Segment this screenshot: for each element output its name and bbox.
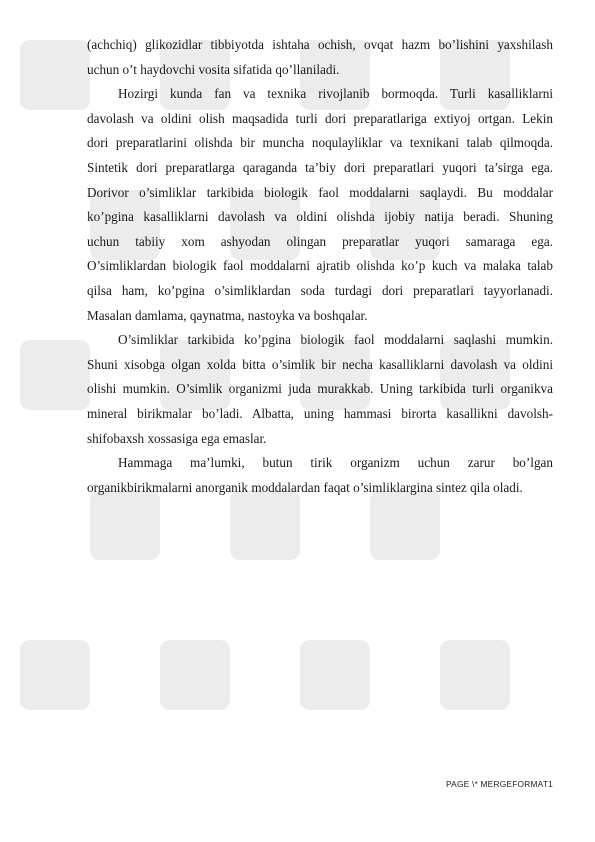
text-line: Masalan damlama, qaynatma, nastoyka va boshqalar. <box>87 307 368 323</box>
text-line: davolash va oldini olish maqsadida turli dori preparatlariga extiyoj ortgan. Lekin <box>87 110 553 126</box>
text-line: Sintetik dori preparatlarga qaraganda ta’biy dori preparatlari yuqori ta’sirga ega. <box>87 160 553 175</box>
paragraph-first-line: Hammaga ma’lumki, butun tirik organizm uchun zarur bo’lgan <box>118 455 553 471</box>
text-line: mineral birikmalar bo’ladi. Albatta, uning hammasi birorta kasallikni davolsh- <box>87 406 553 421</box>
text-line: qilsa ham, ko’pgina o’simliklardan soda turdagi dori preparatlari tayyorlanadi. <box>87 283 553 298</box>
text-line: organikbirikmalarni anorganik moddalardan faqat o’simliklargina sintez qila oladi. <box>87 479 523 495</box>
text-line: uchun o’t haydovchi vosita sifatida qo’llaniladi. <box>87 61 340 77</box>
text-line: ko’pgina kasalliklarni davolash va oldini olishda ijobiy natija beradi. Shuning <box>87 209 553 225</box>
text-line: Dorivor o’simliklar tarkibida biologik faol moddalarni saqlaydi. Bu moddalar <box>87 184 553 200</box>
text-line: uchun tabiiy xom ashyodan olingan preparatlar yuqori samaraga ega. <box>87 233 553 249</box>
text-line: (achchiq) glikozidlar tibbiyotda ishtaha ochish, ovqat hazm bo’lishini yaxshilash <box>87 37 553 52</box>
text-line: olishi mumkin. O’simlik organizmi juda murakkab. Uning tarkibida turli organikva <box>87 381 553 397</box>
paragraph-first-line: O’simliklar tarkibida ko’pgina biologik faol moddalarni saqlashi mumkin. <box>118 332 553 348</box>
page-number-field: PAGE \* MERGEFORMAT1 <box>446 779 553 789</box>
text-line: dori preparatlarini olishda bir muncha noqulayliklar va texnikani talab qilmoqda. <box>87 135 553 151</box>
paragraph-first-line: Hozirgi kunda fan va texnika rivojlanib bormoqda. Turli kasalliklarni <box>118 86 553 102</box>
text-line: shifobaxsh xossasiga ega emaslar. <box>87 430 267 446</box>
text-line: O’simliklardan biologik faol moddalarni ajratib olishda ko’p kuch va malaka talab <box>87 258 553 274</box>
text-line: Shuni xisobga olgan xolda bitta o’simlik bir necha kasalliklarni davolash va oldini <box>87 356 553 372</box>
